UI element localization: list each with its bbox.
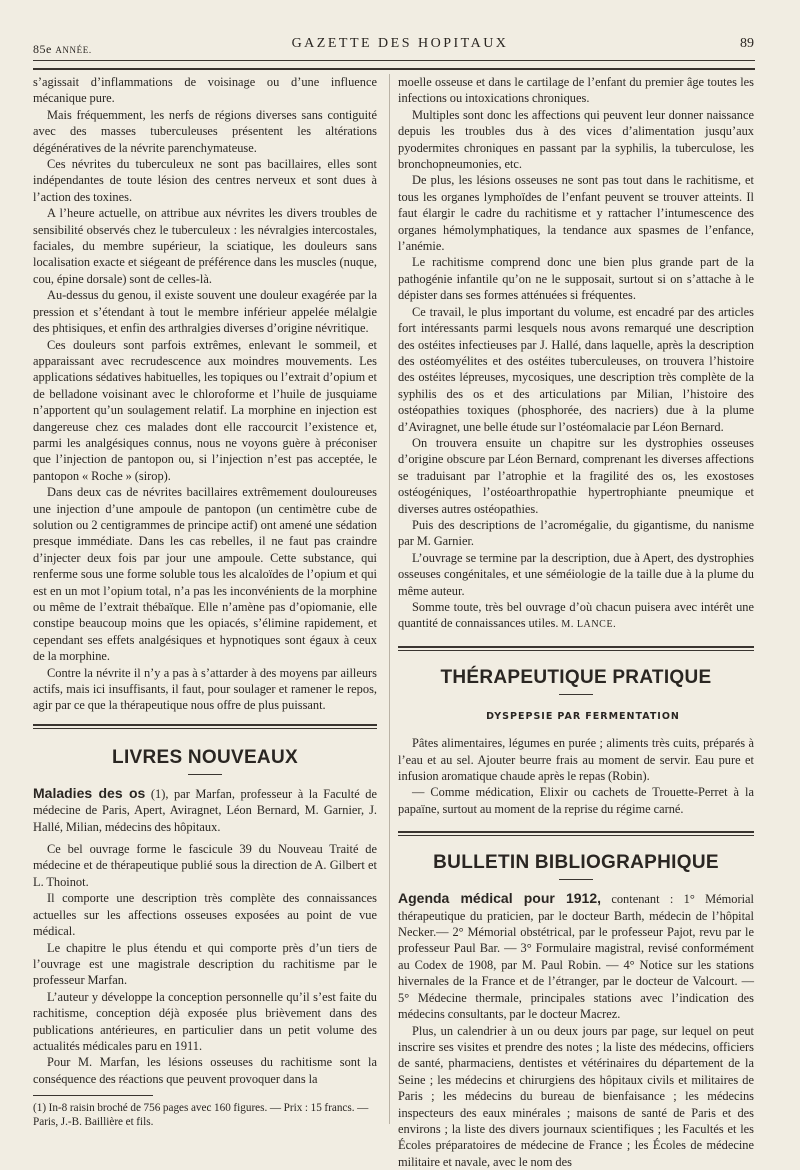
- header-rule-top: [33, 60, 755, 61]
- article-continuation: [33, 74, 377, 714]
- paragraph: Le chapitre le plus étendu et qui comporte près d’un tiers de l’ouvrage est une magistrale description du rachitisme par le professeur Marfan.: [33, 940, 377, 989]
- review-continuation: [398, 74, 754, 634]
- paragraph: Ces douleurs sont parfois extrêmes, enlevant le sommeil, et apparaissant avec recrudescence aux moindres mouvements. Les applications sédatives habituelles, les topiques ou l’extrait d’opium et de belladone voisinant avec le chloroforme et l’huile de jusquiame n’apportent qu’un soulagement relatif. La morphine en injection est dangereuse chez ces malades dont elle raccourcit l’existence et, parmi les analgésiques connus, nous ne voyons guère à préconiser que l’injection de pantopon ou, si l’injection n’est pas acceptée, le pantopon « Roche » (sirop).: [33, 337, 377, 485]
- paragraph: Dans deux cas de névrites bacillaires extrêmement douloureuses une injection d’une ampoule de pantopon (un centimètre cube de solution ou 2 centigrammes de principe actif) ont amené une sédation presque immédiate. Dans les cas rebelles, il ne faut pas craindre d’injecter deux fois par jour une ampoule. Cette substance, qui renferme sous une forme soluble tous les alcaloïdes de l’opium et qui est en un mot l’opium total, n’a pas les inconvénients de la morphine ou même de l’extrait thébaïque. Elle n’amène pas d’opiomanie, elle constipe beaucoup moins que les opiacés, s’élimine rapidement, et cependant ses effets analgésiques et hypnotiques sont égaux à ceux de la morphine.: [33, 484, 377, 664]
- column-separator: [389, 74, 390, 1124]
- left-column: [33, 74, 377, 1129]
- subsection-heading: DYSPEPSIE PAR FERMENTATION: [398, 709, 754, 725]
- paragraph: A l’heure actuelle, on attribue aux névrites les divers troubles de sensibilité observés chez le tuberculeux : les névralgies intercostales, faciales, du membre supérieur, la sciatique, les douleurs sans localisation exacte et siégeant de préférence dans les muscles (nuque, cou, épine dorsale) sont de celles-là.: [33, 205, 377, 287]
- bulletin-entry: Agenda médical pour 1912, contenant : 1° Mémorial thérapeutique du praticien, par le docteur Barth, médecin de l’hôpital Necker.— 2° Mémorial obstétrical, par le professeur Pajot, revu par le professeur Paul Bar. — 3° Formulaire magistral, revisé conformément au Codex de 1908, par M. Paul Robin. — 4° Notice sur les stations hivernales de la France et de l’étranger, par le docteur de Valcourt. — 5° Médecine thermale, principales stations avec l’indication des médecins consultants, par le docteur Macrez.: [398, 890, 754, 1022]
- header-rule-bottom: [33, 68, 755, 70]
- section-title-bulletin: BULLETIN BIBLIOGRAPHIQUE: [398, 852, 754, 874]
- footnote-rule: [33, 1095, 153, 1096]
- header-page-number: 89: [740, 36, 754, 52]
- paragraph: Au-dessus du genou, il existe souvent une douleur exagérée par la pression et s’étendant à tout le membre inférieur appelée mélalgie des phtisiques, et enfin des arthralgies diverses d’origine névritique.: [33, 287, 377, 336]
- paragraph: Le rachitisme comprend donc une bien plus grande part de la pathogénie infantile qu’on ne le supposait, surtout si on s’attache à le dépister dans ses formes atténuées si fréquentes.: [398, 254, 754, 303]
- book-review: [33, 785, 377, 1087]
- section-divider: [398, 646, 754, 651]
- section-title-therapeutique: THÉRAPEUTIQUE PRATIQUE: [398, 667, 754, 689]
- paragraph: Pâtes alimentaires, légumes en purée ; aliments très cuits, préparés à l’eau et au sel. Ajouter beurre frais au moment de servir. Eau pure et infusion aromatique chaude après le repas (Robin).: [398, 735, 754, 784]
- paragraph: moelle osseuse et dans le cartilage de l’enfant du premier âge toutes les infections ou intoxications chroniques.: [398, 74, 754, 107]
- title-underline: [188, 774, 222, 775]
- paragraph: Contre la névrite il n’y a pas à s’attarder à des moyens par ailleurs actifs, mais ici insuffisants, il faut, pour soulager et ramener le repos, agir par ce que la thérapeutique nous offre de plus puissant.: [33, 665, 377, 714]
- therapy-text: [398, 735, 754, 817]
- title-underline: [559, 879, 593, 880]
- paragraph: On trouvera ensuite un chapitre sur les dystrophies osseuses d’origine obscure par Léon Bernard, comprenant les diverses affections se traduisant par l’atrophie et la fragilité des os, les exostoses ostéogéniques, l’ostéoarthropathie hypertrophiante pneumique et diverses autres ostéopathies.: [398, 435, 754, 517]
- header-year: 85e ANNÉE.: [33, 42, 92, 57]
- paragraph: De plus, les lésions osseuses ne sont pas tout dans le rachitisme, et tous les organes lymphoïdes de l’enfant peuvent se trouver atteints. Il faut élargir le cadre du rachitisme et y rattacher l’intumescence des organes hémolymphatiques, la tendance aux spasmes de l’enfance, l’anémie.: [398, 172, 754, 254]
- paragraph: Il comporte une description très complète des connaissances actuelles sur les affections osseuses exposées au point de vue médical.: [33, 890, 377, 939]
- section-divider: [398, 831, 754, 836]
- paragraph: Ce bel ouvrage forme le fascicule 39 du Nouveau Traité de médecine et de thérapeutique publié sous la direction de A. Gilbert et L. Thoinot.: [33, 841, 377, 890]
- paragraph: L’ouvrage se termine par la description, due à Apert, des dystrophies osseuses congénitales, et une séméiologie de la taille due à la plume du même auteur.: [398, 550, 754, 599]
- section-divider: [33, 724, 377, 729]
- book-reference: Maladies des os (1), par Marfan, professeur à la Faculté de médecine de Paris, Apert, Aviragnet, Léon Bernard, M. Garnier, J. Hallé, Milian, médecins des hôpitaux.: [33, 785, 377, 835]
- paragraph: s’agissait d’inflammations de voisinage ou d’une influence mécanique pure.: [33, 74, 377, 107]
- paragraph: Plus, un calendrier à un ou deux jours par page, sur lequel on peut inscrire ses visites et prendre des notes ; la liste des médecins, officiers de santé, pharmaciens, dentistes et vétérinaires du département de la Seine ; les médecins et chirurgiens des hôpitaux civils et militaires de Paris ; les médecins du bureau de bienfaisance ; les médecins inspecteurs des eaux minérales ; maisons de santé de Paris et des environs ; la liste des divers journaux scientifiques ; les Facultés et les Écoles préparatoires de médecine de France ; les Écoles de médecine militaire et navale, avec le nom des: [398, 1023, 754, 1170]
- paragraph: Pour M. Marfan, les lésions osseuses du rachitisme sont la conséquence des réactions que peuvent provoquer dans la: [33, 1054, 377, 1087]
- paragraph: Ce travail, le plus important du volume, est encadré par des articles fort intéressants parmi lesquels nous avons remarqué une description des ostéites infectieuses par J. Hallé, dans laquelle, après la description des ostéomyélites et des ostéites tuberculeuses, on trouvera l’histoire des ostéites lépreuses, mycosiques, une description très complète de la syphilis des os et des articulations par Milian, l’histoire des ostéopathies toxiques (phosphorée, des nacriers) due à la plume d’Aviragnet, une belle étude sur l’ostéomalacie par Léon Bernard.: [398, 304, 754, 435]
- paragraph: — Comme médication, Elixir ou cachets de Trouette-Perret à la papaïne, surtout au moment de la reprise du régime carné.: [398, 784, 754, 817]
- header-journal-title: GAZETTE DES HOPITAUX: [250, 36, 550, 52]
- bulletin-text: [398, 890, 754, 1170]
- paragraph: Mais fréquemment, les nerfs de régions diverses sans contiguité avec des masses tuberculeuses présentent les altérations dégénératives de la névrite parenchymateuse.: [33, 107, 377, 156]
- paragraph: Multiples sont donc les affections qui peuvent leur donner naissance depuis les troubles dus à des vices d’alimentation jusqu’aux pyodermites chroniques en passant par la syphilis, la tuberculose, les bronchopneumonies, etc.: [398, 107, 754, 173]
- author-signature: M. LANCE.: [561, 619, 616, 630]
- title-underline: [559, 694, 593, 695]
- paragraph: Ces névrites du tuberculeux ne sont pas bacillaires, elles sont indépendantes de toute lésion des centres nerveux et sont dues à l’action des toxines.: [33, 156, 377, 205]
- paragraph: Puis des descriptions de l’acromégalie, du gigantisme, du nanisme par M. Garnier.: [398, 517, 754, 550]
- section-title-livres-nouveaux: LIVRES NOUVEAUX: [33, 747, 377, 769]
- footnote: (1) In-8 raisin broché de 756 pages avec 160 figures. — Prix : 15 francs. — Paris, J.-B. Baillière et fils.: [33, 1101, 377, 1129]
- right-column: [398, 74, 754, 1170]
- paragraph: L’auteur y développe la conception personnelle qu’il s’est faite du rachitisme, conception déjà exposée plus brièvement dans des publications antérieures, en particulier dans un petit volume des actualités médicales paru en 1911.: [33, 989, 377, 1055]
- paragraph-signed: Somme toute, très bel ouvrage d’où chacun puisera avec intérêt une quantité de connaissances utiles. M. LANCE.: [398, 599, 754, 634]
